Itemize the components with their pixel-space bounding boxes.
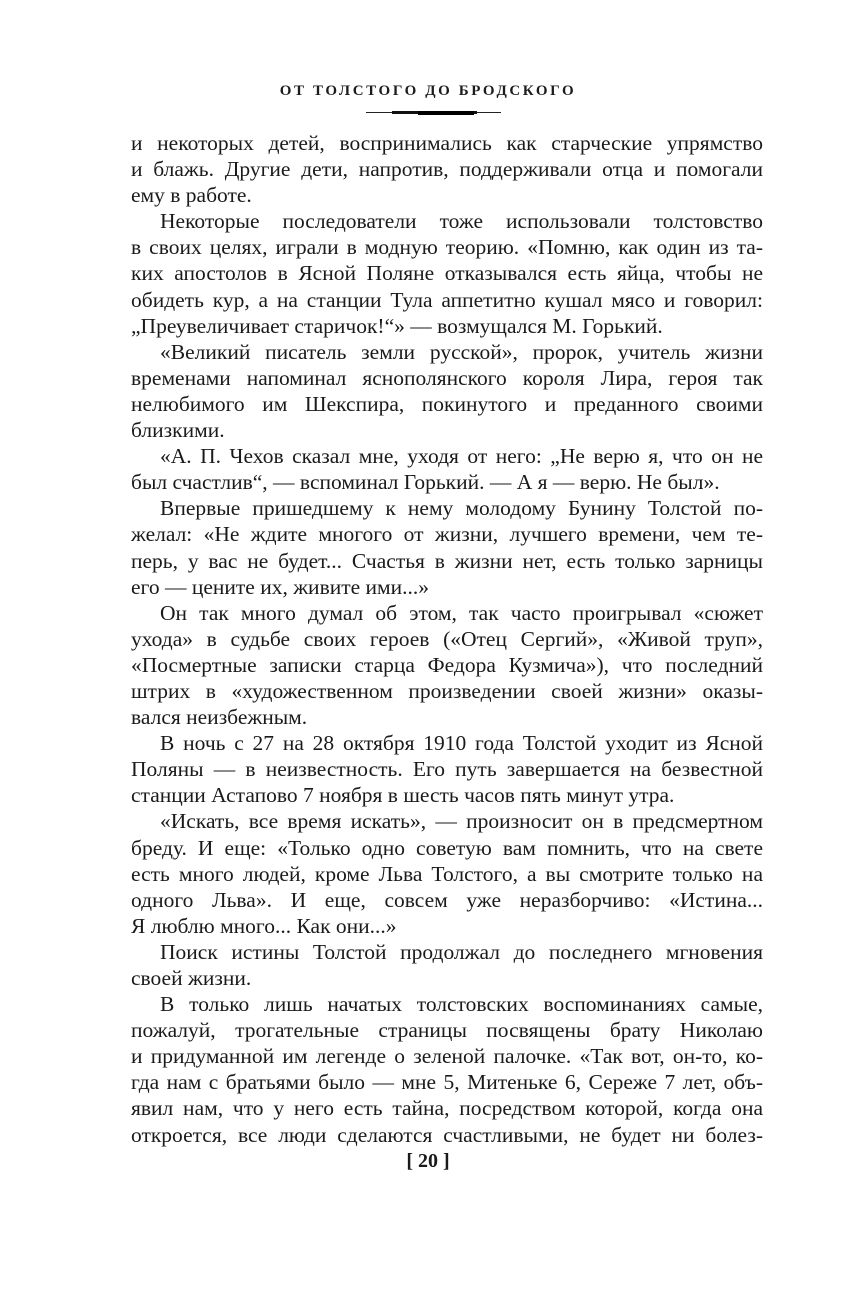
text-line: обидеть кур, а на станции Тула аппетитно кушал мясо и говорил:: [131, 287, 763, 312]
text-line: гда нам с братьями было — мне 5, Митеньке 6, Сереже 7 лет, объ-: [131, 1070, 763, 1095]
text-line: «А. П. Чехов сказал мне, уходя от него: „Не верю я, что он не: [160, 444, 763, 469]
text-line: одного Льва». И еще, совсем уже неразборчиво: «Истина...: [131, 887, 763, 912]
text-line: своей жизни.: [131, 966, 252, 990]
text-line: перь, у вас не будет... Счастья в жизни нет, есть только зарницы: [131, 548, 763, 573]
text-line: ему в работе.: [131, 183, 252, 208]
text-line: «Посмертные записки старца Федора Кузмича»), что последний: [131, 652, 763, 677]
text-line: нелюбимого им Шекспира, покинутого и преданного своими: [131, 391, 763, 416]
paragraph: [131, 600, 763, 730]
text-line: «Великий писатель земли русской», пророк, учитель жизни: [160, 339, 763, 364]
paragraph: [131, 130, 763, 208]
text-line: ухода» в судьбе своих героев («Отец Сергий», «Живой труп»,: [131, 626, 763, 651]
header-rule-center: [418, 111, 474, 115]
text-line: штрих в «художественном произведении своей жизни» оказы-: [131, 678, 763, 703]
text-line: бреду. И еще: «Только одно советую вам помнить, что на свете: [131, 835, 763, 860]
text-line: желал: «Не ждите многого от жизни, лучшего времени, чем те-: [131, 522, 763, 547]
text-line: Он так много думал об этом, так часто проигрывал «сюжет: [160, 600, 763, 625]
text-line: Впервые пришедшему к нему молодому Бунину Толстой по-: [160, 496, 763, 521]
text-line: Я люблю много... Как они...»: [131, 913, 397, 938]
body-text: [131, 130, 763, 1148]
text-line: пожалуй, трогательные страницы посвящены брату Николаю: [131, 1018, 763, 1043]
paragraph: [131, 495, 763, 599]
text-line: явил нам, что у него есть тайна, посредством которой, когда она: [131, 1096, 763, 1121]
text-line: его — цените их, живите ими...»: [131, 574, 430, 599]
text-line: Поиск истины Толстой продолжал до последнего мгновения: [160, 939, 763, 964]
paragraph: [131, 443, 763, 495]
text-line: и придуманной им легенде о зеленой палочке. «Так вот, он-то, ко-: [131, 1044, 763, 1069]
text-line: В ночь с 27 на 28 октября 1910 года Толстой уходит из Ясной: [160, 731, 763, 756]
paragraph: [131, 939, 763, 991]
page-number: [ 20 ]: [406, 1150, 450, 1172]
paragraph: [131, 808, 763, 938]
text-line: близкими.: [131, 418, 225, 443]
text-line: временами напоминал яснополянского короля Лира, героя так: [131, 365, 763, 390]
text-line: «Искать, все время искать», — произносит он в предсмертном: [160, 809, 763, 834]
paragraph: [131, 730, 763, 808]
text-line: станции Астапово 7 ноября в шесть часов пять минут утра.: [131, 783, 675, 808]
text-line: откроется, все люди сделаются счастливыми, не будет ни болез-: [131, 1122, 763, 1147]
running-head: ОТ ТОЛСТОГО ДО БРОДСКОГО: [279, 83, 577, 99]
text-line: Некоторые последователи тоже использовали толстовство: [160, 209, 763, 234]
text-line: и блажь. Другие дети, напротив, поддерживали отца и помогали: [131, 157, 763, 182]
text-line: был счастлив“, — вспоминал Горький. — А я — верю. Не был».: [131, 470, 720, 495]
text-line: В только лишь начатых толстовских воспоминаниях самые,: [160, 992, 763, 1017]
text-line: в своих целях, играли в модную теорию. «Помню, как один из та-: [131, 235, 763, 260]
text-line: и некоторых детей, воспринимались как старческие упрямство: [131, 131, 763, 155]
paragraph: [131, 991, 763, 1148]
text-line: вался неизбежным.: [131, 705, 308, 730]
paragraph: [131, 208, 763, 338]
text-line: есть много людей, кроме Льва Толстого, а вы смотрите только на: [131, 861, 763, 886]
text-line: „Преувеличивает старичок!“» — возмущался М. Горький.: [131, 313, 663, 338]
paragraph: [131, 339, 763, 443]
text-line: Поляны — в неизвестность. Его путь завершается на безвестной: [131, 757, 763, 782]
text-line: ких апостолов в Ясной Поляне отказывался есть яйца, чтобы не: [131, 261, 763, 286]
